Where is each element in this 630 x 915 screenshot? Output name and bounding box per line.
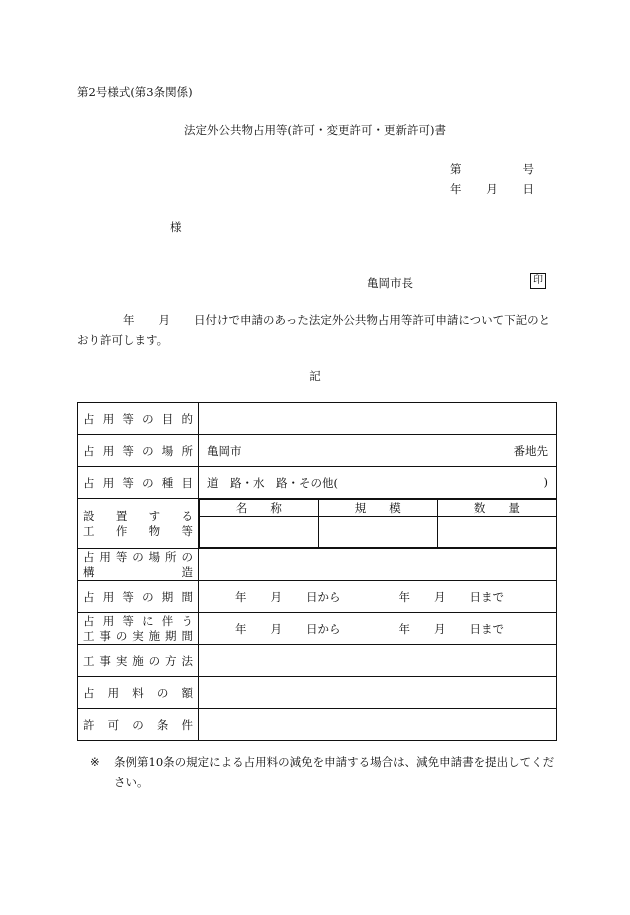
value-structure: [199, 499, 557, 549]
work-period-year-1: 年: [235, 621, 247, 636]
work-period-label-line2: [83, 629, 193, 644]
method-label: [83, 653, 193, 669]
label-char: 占: [83, 549, 95, 564]
label-char: 条: [156, 717, 169, 732]
value-condition: [199, 709, 557, 741]
label-char: 用: [102, 589, 115, 604]
label-char: の: [181, 549, 193, 564]
type-options: 道 路・水 路・その他(: [207, 475, 338, 490]
label-construction: [78, 549, 199, 581]
row-place: [78, 435, 557, 467]
label-char: 用: [102, 613, 115, 628]
body-text: 日付けで申請のあった法定外公共物占用等許可申請について下記のとおり許可します。: [77, 313, 551, 347]
label-place: [78, 435, 199, 467]
value-fee: [199, 677, 557, 709]
permit-table: [77, 402, 557, 741]
work-period-month-1: 月: [270, 621, 282, 636]
label-type: [78, 467, 199, 499]
form-number: 第2号様式(第3条関係): [77, 85, 193, 99]
period-month-2: 月: [434, 589, 446, 604]
structure-header-scale: 規 模: [318, 500, 437, 517]
label-char: 用: [102, 411, 115, 426]
label-char: 占: [83, 411, 95, 426]
construction-label-line2: [83, 565, 193, 580]
row-fee: [78, 677, 557, 709]
label-char: 施: [132, 653, 144, 668]
label-char: の: [148, 653, 161, 668]
value-work-period: [199, 613, 557, 645]
label-char: 造: [181, 564, 193, 579]
work-period-to: 日まで: [469, 621, 504, 636]
body-paragraph: [77, 310, 557, 350]
type-close: ): [543, 474, 548, 489]
row-work-period: [78, 613, 557, 645]
place-suffix: 番地先: [513, 443, 548, 458]
label-char: 工: [83, 523, 95, 538]
label-char: 物: [148, 523, 161, 538]
label-purpose: [78, 403, 199, 435]
structure-subtable: [199, 499, 556, 548]
note-mark: ※: [90, 755, 100, 769]
period-month-1: 月: [270, 589, 282, 604]
label-char: 用: [99, 549, 111, 564]
ki-heading: 記: [309, 369, 321, 383]
label-char: に: [142, 613, 154, 628]
work-period-from: 日から: [306, 621, 341, 636]
document-title: 法定外公共物占用等(許可・変更許可・更新許可)書: [184, 123, 446, 137]
label-char: 方: [165, 653, 177, 668]
label-char: 施: [148, 628, 161, 643]
place-label: [83, 443, 193, 459]
label-char: 工: [83, 653, 95, 668]
structure-cell-scale: [318, 517, 437, 548]
label-char: 等: [115, 549, 128, 564]
label-char: 期: [161, 589, 174, 604]
label-char: 期: [165, 628, 177, 643]
label-char: 用: [107, 685, 120, 700]
footnote: [90, 752, 560, 792]
label-char: 実: [115, 653, 128, 668]
label-char: 場: [161, 443, 174, 458]
label-char: る: [181, 508, 193, 523]
date-month: 月: [486, 182, 498, 196]
label-char: 占: [83, 475, 95, 490]
label-char: 所: [181, 443, 193, 458]
structure-cell-quantity: [437, 517, 556, 548]
label-char: の: [156, 685, 169, 700]
condition-label: [83, 717, 193, 733]
label-char: 場: [148, 549, 161, 564]
note-text: 条例第10条の規定による占用料の減免を申請する場合は、減免申請書を提出してください。: [114, 755, 555, 789]
label-char: 用: [102, 443, 115, 458]
construction-label: [83, 550, 193, 580]
work-period-year-2: 年: [398, 621, 410, 636]
fee-label: [83, 685, 193, 701]
period-to: 日まで: [469, 589, 504, 604]
label-period: [78, 581, 199, 613]
period-year-1: 年: [235, 589, 247, 604]
label-char: 占: [83, 685, 95, 700]
row-structure: [78, 499, 557, 549]
label-char: 的: [181, 411, 193, 426]
structure-label-line1: [83, 509, 193, 524]
label-char: の: [142, 443, 154, 458]
value-place: [199, 435, 557, 467]
construction-label-line1: [83, 550, 193, 565]
structure-header-name: 名 称: [200, 500, 319, 517]
row-purpose: [78, 403, 557, 435]
label-fee: [78, 677, 199, 709]
value-type: [199, 467, 557, 499]
label-char: 可: [107, 717, 120, 732]
value-purpose: [199, 403, 557, 435]
value-method: [199, 645, 557, 677]
structure-label: [83, 509, 193, 539]
type-label: [83, 475, 193, 491]
addressee: 様: [170, 220, 182, 234]
body-month: 月: [158, 313, 170, 327]
row-method: [78, 645, 557, 677]
label-char: の: [132, 717, 144, 732]
label-char: 額: [181, 685, 193, 700]
row-type: [78, 467, 557, 499]
label-char: 伴: [161, 613, 174, 628]
label-char: 等: [122, 411, 134, 426]
label-char: 等: [122, 613, 134, 628]
label-char: う: [181, 613, 193, 628]
label-char: 占: [83, 443, 95, 458]
work-period-label-line1: [83, 614, 193, 629]
label-char: 間: [181, 589, 193, 604]
period-label: [83, 589, 193, 605]
label-char: 工: [83, 628, 95, 643]
label-char: の: [142, 589, 154, 604]
label-char: の: [142, 475, 154, 490]
work-period-line: [199, 621, 556, 637]
place-city: 亀岡市: [207, 443, 242, 458]
issue-date: [450, 181, 534, 197]
label-char: の: [142, 411, 154, 426]
label-char: の: [115, 628, 128, 643]
label-char: 法: [181, 653, 193, 668]
label-char: 種: [161, 475, 174, 490]
label-char: 事: [99, 653, 111, 668]
number-go: 号: [522, 162, 534, 176]
row-period: [78, 581, 557, 613]
issuer-name: 亀岡市長: [367, 276, 413, 290]
structure-label-line2: [83, 524, 193, 539]
permit-number: [450, 161, 534, 177]
period-year-2: 年: [398, 589, 410, 604]
label-char: 等: [122, 475, 134, 490]
label-char: 設: [83, 508, 95, 523]
label-char: 間: [181, 628, 193, 643]
label-char: 作: [115, 523, 128, 538]
number-dai: 第: [450, 162, 462, 176]
label-char: 構: [83, 564, 95, 579]
label-char: 目: [181, 475, 193, 490]
label-char: 占: [83, 613, 95, 628]
work-period-label: [83, 614, 193, 644]
structure-header-quantity: 数 量: [437, 500, 556, 517]
type-line: [207, 475, 548, 491]
label-char: 用: [102, 475, 115, 490]
label-work-period: [78, 613, 199, 645]
body-year: 年: [123, 313, 135, 327]
label-char: 目: [161, 411, 174, 426]
structure-cell-name: [200, 517, 319, 548]
label-condition: [78, 709, 199, 741]
label-char: 事: [99, 628, 111, 643]
place-line: [207, 443, 548, 459]
date-year: 年: [450, 182, 462, 196]
label-char: 実: [132, 628, 144, 643]
label-char: 等: [181, 523, 193, 538]
row-construction: [78, 549, 557, 581]
label-char: 等: [122, 589, 134, 604]
label-char: 置: [115, 508, 128, 523]
label-structure: [78, 499, 199, 549]
label-char: 占: [83, 589, 95, 604]
purpose-label: [83, 411, 193, 427]
row-condition: [78, 709, 557, 741]
label-char: 等: [122, 443, 134, 458]
period-line: [199, 589, 556, 605]
date-day: 日: [522, 182, 534, 196]
label-char: 件: [181, 717, 193, 732]
seal-mark: 印: [530, 273, 546, 289]
work-period-month-2: 月: [434, 621, 446, 636]
value-construction: [199, 549, 557, 581]
label-char: す: [148, 508, 161, 523]
label-char: の: [132, 549, 144, 564]
period-from: 日から: [306, 589, 341, 604]
label-char: 所: [165, 549, 177, 564]
label-method: [78, 645, 199, 677]
label-char: 料: [132, 685, 144, 700]
label-char: 許: [83, 717, 95, 732]
value-period: [199, 581, 557, 613]
